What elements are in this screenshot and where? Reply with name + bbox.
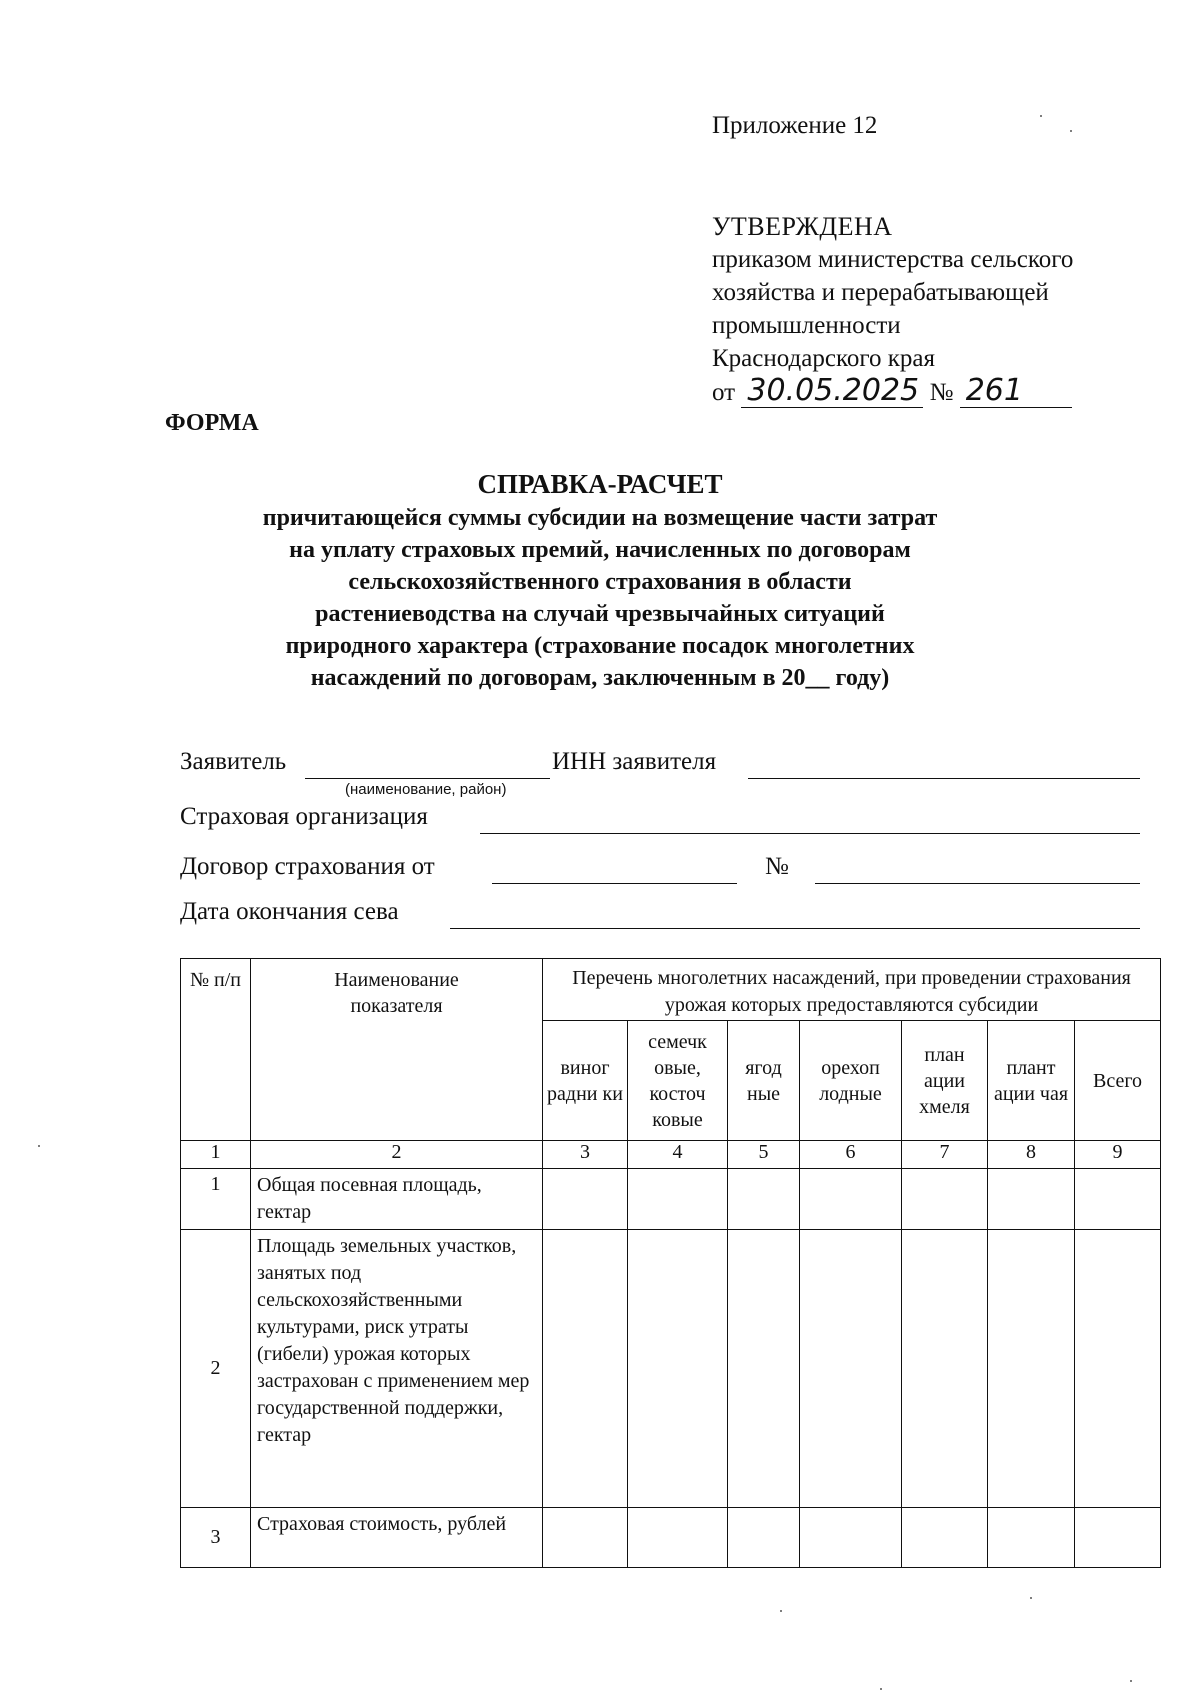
- order-date-handwritten: 30.05.2025: [741, 375, 923, 408]
- table-cell[interactable]: [800, 1230, 902, 1508]
- col-number: 5: [728, 1141, 800, 1169]
- col-header-total: Всего: [1075, 1021, 1161, 1141]
- row-number: 1: [181, 1169, 251, 1230]
- table-row: [181, 1508, 1161, 1568]
- table-cell[interactable]: [628, 1230, 728, 1508]
- number-prefix: №: [929, 379, 954, 406]
- table-cell[interactable]: [902, 1230, 988, 1508]
- form-label: ФОРМА: [165, 410, 259, 436]
- table-cell[interactable]: [902, 1169, 988, 1230]
- title-line: сельскохозяйственного страхования в области: [348, 569, 852, 595]
- col-number: 9: [1075, 1141, 1161, 1169]
- col-number: 7: [902, 1141, 988, 1169]
- col-header-number: № п/п: [181, 959, 251, 1141]
- appendix-number: Приложение 12: [712, 112, 878, 139]
- col-header-vineyards: виног радни ки: [543, 1021, 628, 1141]
- sowing-end-input-line[interactable]: [450, 928, 1140, 929]
- title-line: на уплату страховых премий, начисленных по договорам: [289, 537, 911, 563]
- title-line: растениеводства на случай чрезвычайных ситуаций: [315, 601, 885, 627]
- applicant-label: Заявитель: [180, 748, 287, 775]
- table-cell[interactable]: [728, 1169, 800, 1230]
- contract-number-input-line[interactable]: [815, 883, 1140, 884]
- col-header-tea: плант ации чая: [988, 1021, 1075, 1141]
- approval-date-line: [712, 375, 1073, 409]
- scan-speck: [1030, 1597, 1032, 1599]
- subsidy-table: [180, 958, 1161, 1568]
- table-cell[interactable]: [1075, 1508, 1161, 1568]
- insurer-label: Страховая организация: [180, 803, 428, 830]
- col-header-name: Наименование показателя: [251, 959, 543, 1141]
- approval-line: приказом министерства сельского: [712, 246, 1074, 273]
- col-header-plantings-group: Перечень многолетних насаждений, при проведении страхования урожая которых предоставляются субсидии: [543, 959, 1161, 1021]
- approval-title: УТВЕРЖДЕНА: [712, 212, 893, 241]
- approval-line: Краснодарского края: [712, 345, 935, 372]
- table-cell[interactable]: [800, 1508, 902, 1568]
- table-cell[interactable]: [728, 1508, 800, 1568]
- col-number: 3: [543, 1141, 628, 1169]
- table-cell[interactable]: [902, 1508, 988, 1568]
- approval-line: промышленности: [712, 312, 901, 339]
- row-name: Площадь земельных участков, занятых под сельскохозяйственными культурами, риск утраты (гибели) урожая которых застрахован с применением мер государственной поддержки, гектар: [251, 1230, 543, 1508]
- table-row: [181, 1230, 1161, 1508]
- title-line: природного характера (страхование посадок многолетних: [285, 633, 915, 659]
- applicant-input-line[interactable]: [305, 778, 550, 779]
- col-number: 2: [251, 1141, 543, 1169]
- applicant-hint: (наименование, район): [345, 781, 507, 798]
- row-name: Страховая стоимость, рублей: [251, 1508, 543, 1568]
- table-cell[interactable]: [628, 1508, 728, 1568]
- table-cell[interactable]: [988, 1230, 1075, 1508]
- scan-speck: [1040, 115, 1042, 117]
- insurer-input-line[interactable]: [480, 833, 1140, 834]
- table-row: [181, 1169, 1161, 1230]
- row-name: Общая посевная площадь, гектар: [251, 1169, 543, 1230]
- row-number: 2: [181, 1230, 251, 1508]
- col-header-nuts: орехоп лодные: [800, 1021, 902, 1141]
- table-cell[interactable]: [800, 1169, 902, 1230]
- table-cell[interactable]: [1075, 1230, 1161, 1508]
- scan-speck: [880, 1688, 882, 1690]
- table-cell[interactable]: [988, 1169, 1075, 1230]
- date-prefix: от: [712, 379, 736, 406]
- col-header-berries: ягод ные: [728, 1021, 800, 1141]
- table-cell[interactable]: [728, 1230, 800, 1508]
- scan-speck: [1130, 1680, 1132, 1682]
- col-number: 1: [181, 1141, 251, 1169]
- inn-label: ИНН заявителя: [552, 748, 717, 775]
- order-number-handwritten: 261: [960, 375, 1072, 408]
- inn-input-line[interactable]: [748, 778, 1140, 779]
- document-title: [180, 466, 1020, 694]
- table-cell[interactable]: [543, 1169, 628, 1230]
- scan-speck: [780, 1610, 782, 1612]
- table-cell[interactable]: [628, 1169, 728, 1230]
- scan-speck: [1070, 130, 1072, 132]
- approval-line: хозяйства и перерабатывающей: [712, 279, 1049, 306]
- row-number: 3: [181, 1508, 251, 1568]
- scan-speck: [38, 1145, 40, 1147]
- contract-date-input-line[interactable]: [492, 883, 737, 884]
- col-header-hops: план ации хмеля: [902, 1021, 988, 1141]
- col-number: 8: [988, 1141, 1075, 1169]
- sowing-end-label: Дата окончания сева: [180, 898, 399, 925]
- col-number: 6: [800, 1141, 902, 1169]
- title-line: насаждений по договорам, заключенным в 20__ году): [310, 665, 890, 691]
- table-cell[interactable]: [543, 1230, 628, 1508]
- table-cell[interactable]: [543, 1508, 628, 1568]
- table-cell[interactable]: [1075, 1169, 1161, 1230]
- approval-block: [712, 210, 1073, 409]
- contract-label: Договор страхования от: [180, 853, 435, 880]
- table-cell[interactable]: [988, 1508, 1075, 1568]
- title-line: причитающейся суммы субсидии на возмещение части затрат: [262, 505, 938, 531]
- title-main: СПРАВКА-РАСЧЕТ: [477, 469, 723, 499]
- col-header-pome-stone: семечк овые, косточ ковые: [628, 1021, 728, 1141]
- col-number: 4: [628, 1141, 728, 1169]
- contract-number-label: №: [765, 853, 789, 880]
